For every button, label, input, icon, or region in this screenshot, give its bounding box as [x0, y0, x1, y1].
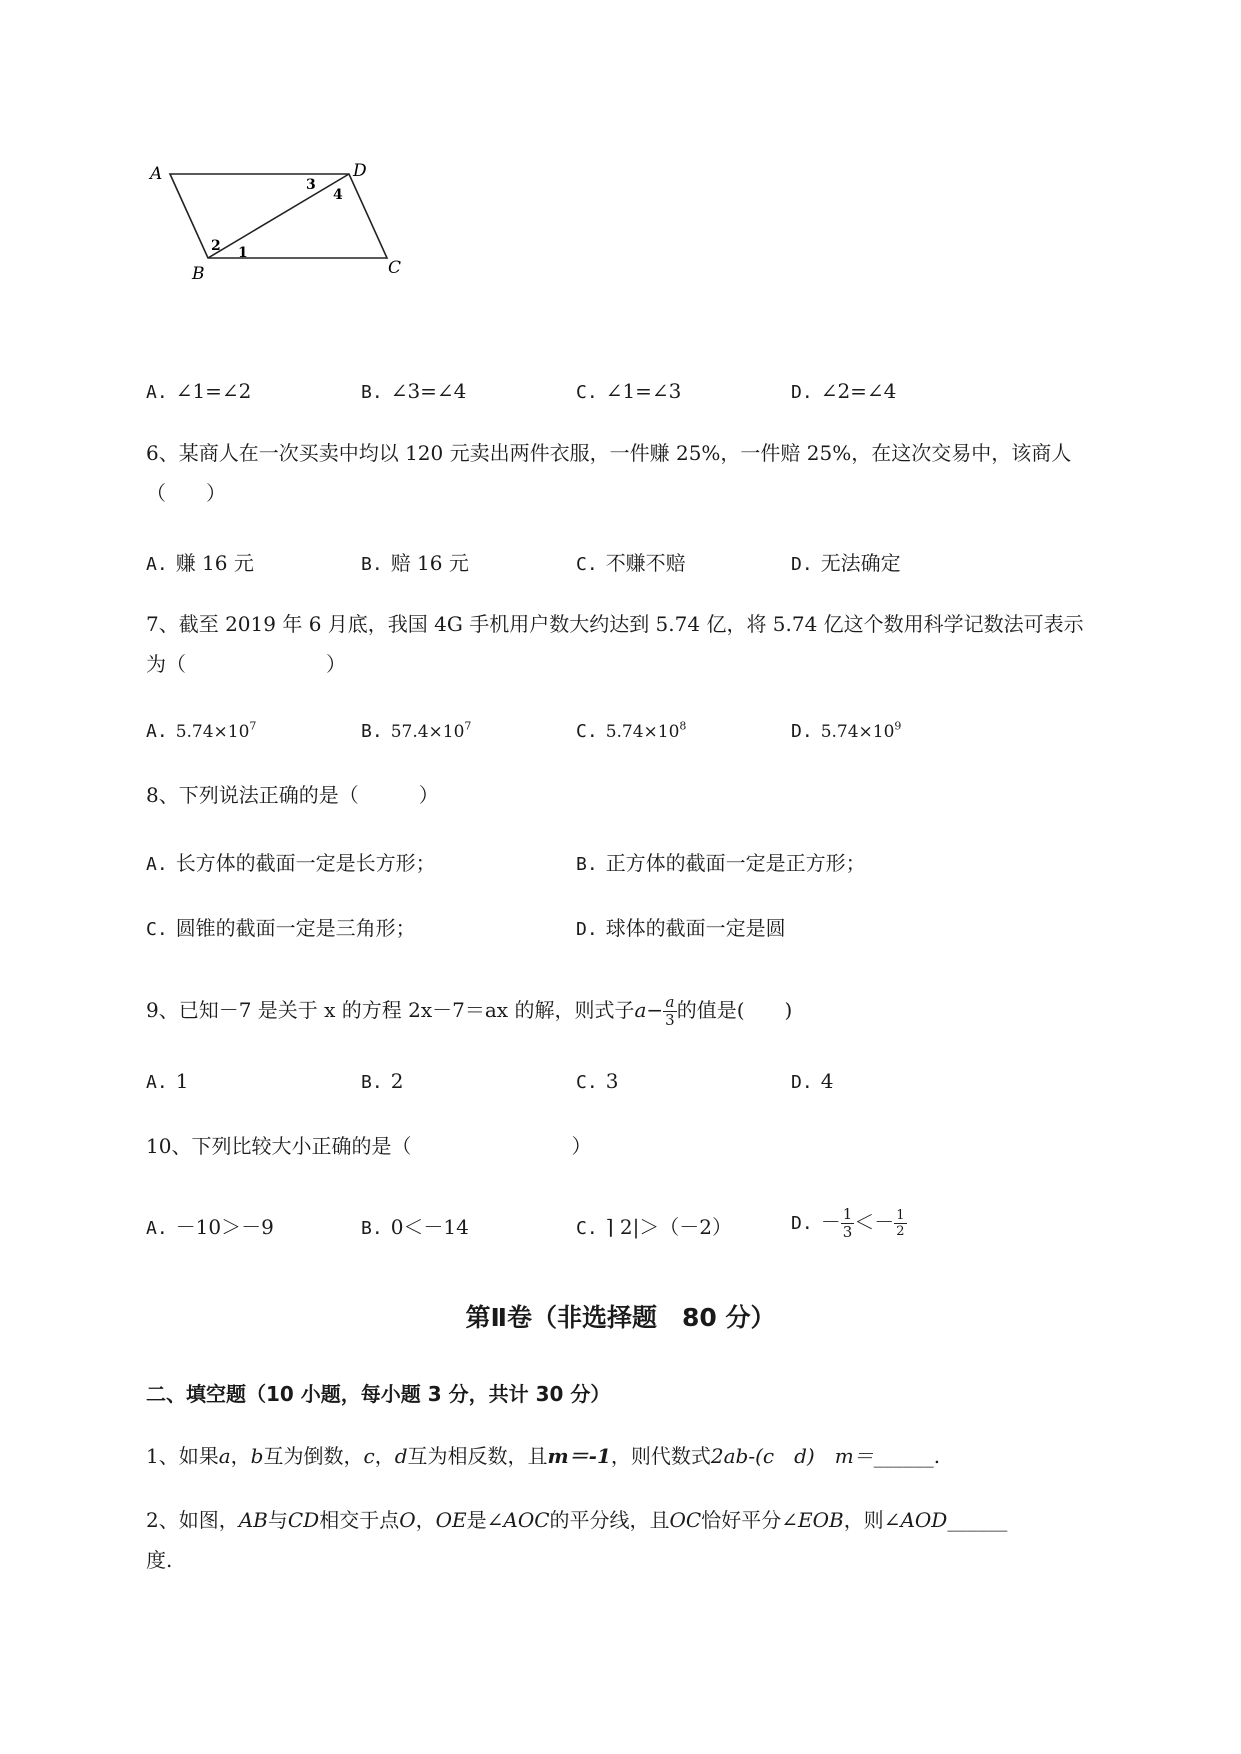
fill2-answer-blank[interactable]: ______	[947, 1508, 1008, 1532]
q10-option-d[interactable]: D. － $\frac{1}{3}$ ＜－ $\frac{1}{2}$	[791, 1205, 905, 1241]
q9-question: 9、已知－7 是关于 x 的方程 2x－7＝ax 的解，则式子a− $\frac{a}{3}$ 的值是( )	[146, 993, 793, 1029]
angle-label-2: 2	[211, 238, 221, 254]
q6-option-d[interactable]: D. 无法确定	[791, 551, 901, 575]
angle-label-4: 4	[333, 187, 343, 203]
q9-option-b[interactable]: B. 2	[361, 1069, 404, 1093]
point-label-c: C	[388, 258, 402, 278]
q5-option-c[interactable]: C. ∠1=∠3	[576, 379, 682, 403]
parallelogram-figure	[140, 160, 440, 290]
q9-option-a[interactable]: A. 1	[146, 1069, 189, 1093]
section-2-title: 第Ⅱ卷（非选择题 80 分）	[465, 1303, 776, 1332]
fill2-question-line1: 2、如图，AB与CD相交于点O，OE是∠AOC的平分线，且OC恰好平分∠EOB，则∠AOD______	[146, 1508, 1008, 1532]
q7-question-line2: 为（ ）	[146, 652, 346, 676]
q8-option-d[interactable]: D. 球体的截面一定是圆	[576, 916, 786, 940]
fill1-answer-blank[interactable]: ______	[873, 1444, 934, 1468]
q9-fraction: $\frac{a}{3}$	[665, 993, 675, 1029]
q6-option-c[interactable]: C. 不赚不赔	[576, 551, 686, 575]
fill2-question-line2: 度.	[146, 1548, 173, 1572]
q10-d-fraction-1: $\frac{1}{3}$	[842, 1205, 853, 1241]
q5-option-b[interactable]: B. ∠3=∠4	[361, 379, 467, 403]
q6-question-line1: 6、某商人在一次买卖中均以 120 元卖出两件衣服，一件赚 25%，一件赔 25%，在这次交易中，该商人	[146, 441, 1072, 465]
angle-label-1: 1	[238, 245, 248, 261]
q8-question: 8、下列说法正确的是（ ）	[146, 783, 439, 807]
q7-question-line1: 7、截至 2019 年 6 月底，我国 4G 手机用户数大约达到 5.74 亿，将 5.74 亿这个数用科学记数法可表示	[146, 612, 1084, 636]
q10-option-b[interactable]: B. 0＜－14	[361, 1215, 469, 1239]
point-label-a: A	[150, 164, 163, 184]
fill1-question: 1、如果a，b互为倒数，c，d互为相反数，且m＝-1，则代数式2ab-(c d) m＝______.	[146, 1444, 941, 1468]
q10-d-fraction-2: $\frac{1}{2}$	[896, 1208, 905, 1239]
q6-question-line2: （ ）	[146, 481, 226, 505]
q9-option-c[interactable]: C. 3	[576, 1069, 619, 1093]
q7-option-a[interactable]: A. $5.74\times 10^7$	[146, 719, 257, 742]
diagonal-bd	[208, 174, 349, 258]
q7-option-c[interactable]: C. $5.74\times 10^8$	[576, 719, 687, 742]
q5-option-d[interactable]: D. ∠2=∠4	[791, 379, 897, 403]
q8-option-c[interactable]: C. 圆锥的截面一定是三角形；	[146, 916, 416, 940]
fill-in-section-subtitle: 二、填空题（10 小题，每小题 3 分，共计 30 分）	[146, 1382, 611, 1406]
angle-label-3: 3	[306, 177, 316, 193]
q8-option-a[interactable]: A. 长方体的截面一定是长方形；	[146, 851, 436, 875]
point-label-b: B	[192, 264, 205, 284]
q7-option-d[interactable]: D. $5.74\times 10^9$	[791, 719, 902, 742]
q5-option-a[interactable]: A. ∠1=∠2	[146, 379, 252, 403]
q10-option-a[interactable]: A. －10＞－9	[146, 1215, 274, 1239]
q10-option-c[interactable]: C. ⌉ 2|＞（－2）	[576, 1215, 733, 1239]
point-label-d: D	[353, 161, 367, 181]
q8-option-b[interactable]: B. 正方体的截面一定是正方形；	[576, 851, 866, 875]
q9-option-d[interactable]: D. 4	[791, 1069, 834, 1093]
q6-option-a[interactable]: A. 赚 16 元	[146, 551, 254, 575]
q10-question: 10、下列比较大小正确的是（ ）	[146, 1134, 592, 1158]
q6-option-b[interactable]: B. 赔 16 元	[361, 551, 469, 575]
q7-option-b[interactable]: B. $57.4\times 10^7$	[361, 719, 472, 742]
